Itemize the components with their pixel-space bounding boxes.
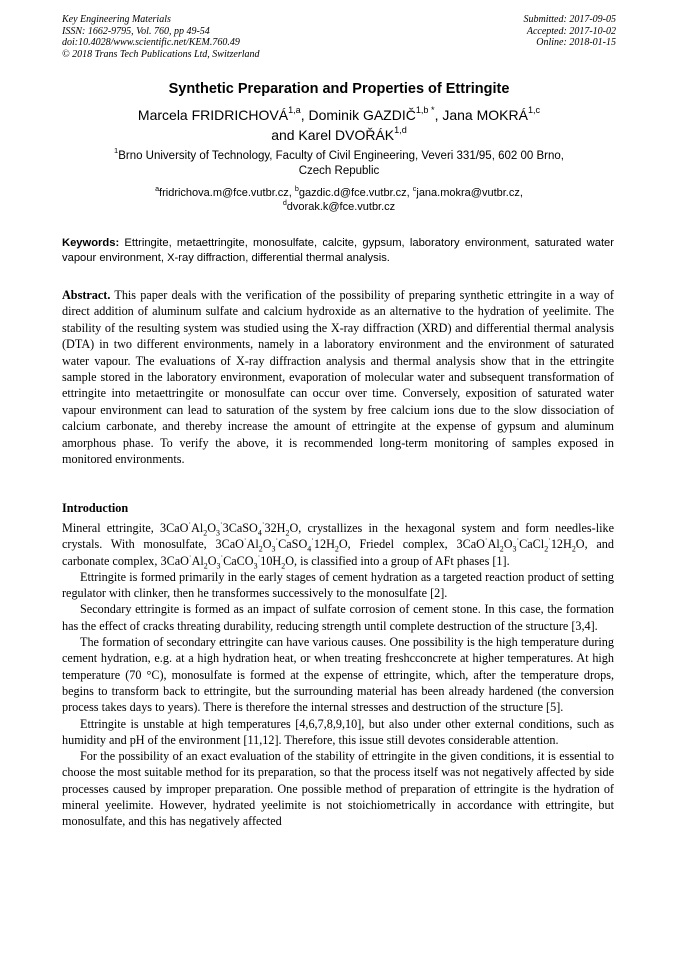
author-affil-mark: 1,c [527, 105, 541, 116]
author-affil-mark: 1,b * [415, 105, 435, 116]
author-list [40, 105, 638, 145]
affiliation [40, 146, 638, 179]
abstract [62, 287, 614, 467]
affiliation-line: Brno University of Technology, Faculty of Civil Engineering, Veveri 331/95, 602 00 Brno, [118, 150, 564, 162]
paragraph: For the possibility of an exact evaluation of the stability of ettringite in the given conditions, it is essential to choose the most suitable method for its preparation, so that the process itself was not negatively affected by side processes caused by improper preparation. One possible method of preparation of ettringite is the hydration of mineral yeelimite. However, hydrated yeelimite is not stoichiometrically in accordance with ettringite, but monosulfate, and this has negatively affected [62, 749, 614, 829]
chemical-formula: $3CaO^\cdot Al_2O_3^\cdot CaSO_4^\cdot 12H_2O$ [215, 535, 348, 554]
email-mark: d [282, 198, 287, 207]
submission-dates [524, 14, 617, 49]
paragraph-text: , Friedel complex, [347, 537, 457, 552]
paragraph [62, 520, 614, 569]
affiliation-mark: 1 [114, 146, 119, 156]
paragraph-text: Mineral ettringite, [62, 521, 160, 535]
author-name: Marcela FRIDRICHOVÁ [137, 107, 289, 123]
journal-copyright: © 2018 Trans Tech Publications Ltd, Switzerland [62, 48, 260, 60]
paragraph-text: , and carbonate complex, [62, 537, 614, 568]
paragraph-text: , is classified into a group of AFt phases [1]. [294, 553, 510, 568]
chemical-formula: $3CaO^\cdot Al_2O_3^\cdot 3CaSO_4^\cdot 32H_2O$ [159, 519, 299, 538]
chemical-formula: $3CaO^\cdot Al_2O_3^\cdot CaCO_3^\cdot 10H_2O$ [160, 551, 294, 571]
affiliation-line: Czech Republic [298, 165, 380, 177]
email-address: gazdic.d@fce.vutbr.cz, [298, 187, 413, 199]
journal-issn: ISSN: 1662-9795, Vol. 760, pp 49-54 [62, 25, 210, 37]
online-date: Online: 2018-01-15 [536, 37, 616, 48]
paper-title: Synthetic Preparation and Properties of Ettringite [168, 81, 510, 97]
accepted-date: Accepted: 2017-10-02 [526, 25, 616, 37]
journal-header [62, 14, 260, 60]
email-address: jana.mokra@vutbr.cz, [416, 187, 523, 199]
paragraph: Secondary ettringite is formed as an impact of sulfate corrosion of cement stone. In this case, the formation has the effect of cracks threating durability, reducing strength until complete destruction of the structure [3,4]. [62, 602, 614, 633]
keywords-text: Ettringite, metaettringite, monosulfate, calcite, gypsum, laboratory environment, saturated water vapour environment, X-ray diffraction, differential thermal analysis. [62, 237, 614, 264]
author-emails [40, 186, 638, 214]
keywords-label: Keywords: [62, 237, 120, 249]
author-name: , Jana MOKRÁ [434, 107, 528, 123]
paragraph: Ettringite is formed primarily in the early stages of cement hydration as a targeted reaction product of setting regulator with clinker, then he transformes successively to the monosulfate [2]. [62, 569, 614, 601]
author-affil-mark: 1,a [288, 105, 301, 116]
chemical-formula: $3CaO^\cdot Al_2O_3^\cdot CaCl_2^\cdot 12H_2O$ [456, 535, 585, 554]
email-mark: b [294, 184, 299, 193]
journal-name: Key Engineering Materials [62, 14, 171, 25]
paragraph: The formation of secondary ettringite can have various causes. One possibility is the high temperature during cement hydration, e.g. at a high hydration heat, or when treating freshcconcrete at higher temperatures. At high temperature (70 °C), monosulfate is formed at the expense of ettringite, which, after the temperature drops, begins to transform back to ettringite, but the surrounding material has been already hardened (the conversion process takes days to years). There is therefore the internal stresses and destruction of the structure [5]. [62, 635, 614, 715]
keywords [62, 236, 614, 266]
abstract-text: This paper deals with the verification of the possibility of preparing synthetic ettringite in a way of direct addition of aluminum sulfate and calcium hydroxide as an alternative to the hydration of yeelimite. The stability of the resulting system was studied using the X-ray diffraction (XRD) and differential thermal analysis (DTA) in two different environments, namely in a laboratory environment and the environment of saturated water vapour. The evaluations of X-ray diffraction analysis and thermal analysis show that in the ettringite sample stored in the laboratory environment, evaporation of molecular water and subsequent transformation of ettringite into metaettringite or monosulfate can occur over time. Conversely, exposition of saturated water vapour environment can lead to saturation of the system by free calcium ions due to the slow dissociation of calcium carbonate, and thereby increase the amount of ettringite at the expense of gypsum and aluminum amorphous phase. To verify the above, it is recommended long-term monitoring of samples exposed in monitored environments. [62, 288, 614, 467]
submitted-date: Submitted: 2017-09-05 [523, 14, 616, 25]
email-address: fridrichova.m@fce.vutbr.cz, [159, 187, 295, 199]
email-mark: c [412, 184, 417, 193]
section-heading-introduction: Introduction [62, 501, 129, 515]
author-affil-mark: 1,d [394, 125, 407, 136]
author-name: , Dominik GAZDIČ [300, 107, 416, 123]
paragraph-text: , crystallizes in the hexagonal system and form needles-like crystals. With monosulfate, [62, 521, 615, 552]
journal-doi: doi:10.4028/www.scientific.net/KEM.760.49 [62, 37, 240, 48]
email-mark: a [155, 184, 160, 193]
abstract-label: Abstract. [62, 288, 111, 302]
author-name: and Karel DVOŘÁK [271, 127, 395, 143]
email-address: dvorak.k@fce.vutbr.cz [286, 201, 396, 213]
paragraph: Ettringite is unstable at high temperatures [4,6,7,8,9,10], but also under other external conditions, such as humidity and pH of the environment [11,12]. Therefore, this issue still devotes considerable attention. [62, 716, 614, 747]
introduction-body [62, 520, 614, 830]
